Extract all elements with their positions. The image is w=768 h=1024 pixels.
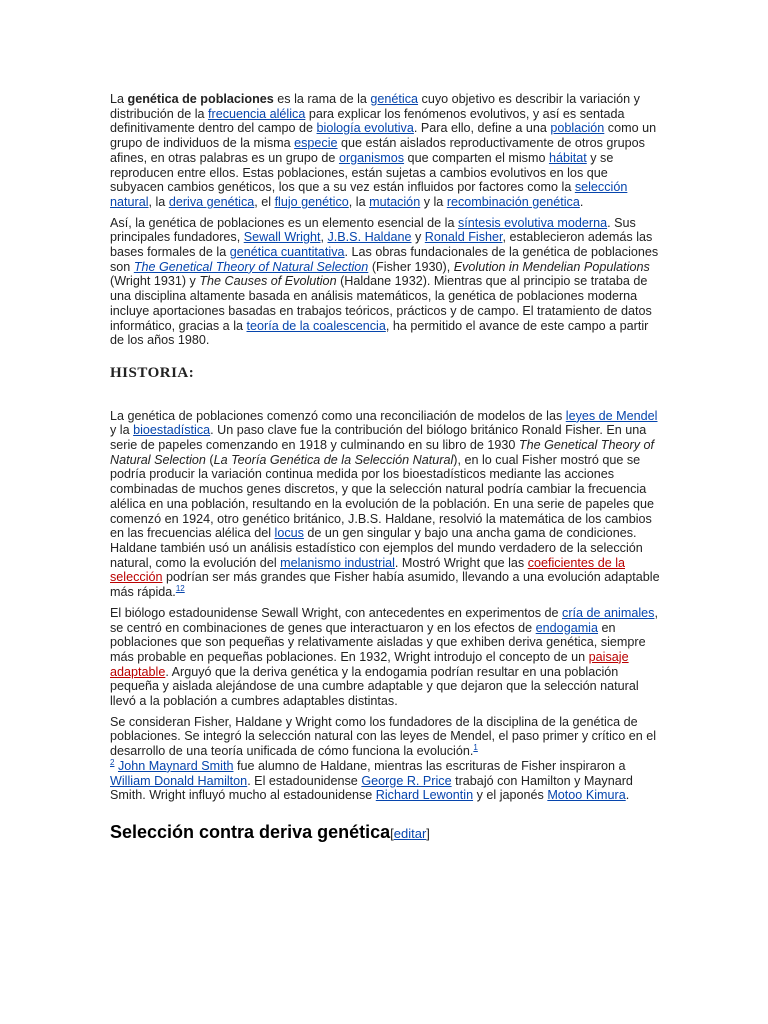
text: Así, la genética de poblaciones es un elemento esencial de la <box>110 215 458 230</box>
text: . Sus principales fundadores, <box>110 215 636 245</box>
text: en poblaciones que son pequeñas y relativamente aisladas y que exhiben deriva genética, siempre más probable en pequeñas poblaciones. En 1932, Wright introdujo el concepto de un <box>110 620 646 664</box>
text: La genética de poblaciones comenzó como una reconciliación de modelos de las <box>110 408 566 423</box>
text: que comparten el mismo <box>404 150 549 165</box>
link-john-maynard-smith[interactable]: John Maynard Smith <box>117 758 234 773</box>
link-richard-lewontin[interactable]: Richard Lewontin <box>375 788 474 803</box>
link-seleccion-natural[interactable]: selección natural <box>110 180 628 209</box>
link-george-price[interactable]: George R. Price <box>361 773 452 788</box>
link-poblacion[interactable]: población <box>550 121 605 136</box>
link-teoria-coalescencia[interactable]: teoría de la coalescencia <box>246 318 386 333</box>
text: y la <box>110 423 134 438</box>
link-frecuencia-alelica[interactable]: frecuencia alélica <box>208 106 306 121</box>
text: . Para ello, define a una <box>413 121 551 136</box>
text: La <box>110 92 128 106</box>
text: para explicar los fenómenos evolutivos, y así es sentada definitivamente dentro del campo de <box>110 106 625 136</box>
text: Se consideran Fisher, Haldane y Wright como los fundadores de la disciplina de la genética de poblaciones. Se integró la selección natural con las leyes de Mendel, el paso primer y crítico en el desarrollo de una teoría unificada de cómo funciona la evolución. <box>110 714 657 759</box>
intro-paragraph <box>110 92 660 210</box>
link-genetica[interactable]: genética <box>370 92 419 106</box>
link-endogamia[interactable]: endogamia <box>535 620 598 635</box>
link-genetical-theory[interactable]: The Genetical Theory of Natural Selection <box>133 259 369 274</box>
link-biologia-evolutiva[interactable]: biología evolutiva <box>316 121 414 136</box>
link-flujo-genetico[interactable]: flujo genético <box>274 194 349 209</box>
section-heading <box>110 821 660 842</box>
text: como un grupo de individuos de la misma <box>110 121 657 151</box>
bold-term: genética de poblaciones <box>127 92 274 106</box>
bracket: [ <box>390 825 394 841</box>
link-bioestadistica[interactable]: bioestadística <box>133 423 211 438</box>
text: , establecieron además las bases formales de la <box>110 230 653 260</box>
text: . Un paso clave fue la contribución del biólogo británico Ronald Fisher. En una serie de papeles comenzando en 1918 y culminando en su libro de 1930 <box>110 423 647 453</box>
history-paragraph-1 <box>110 409 660 600</box>
bracket: ] <box>426 825 430 841</box>
link-motoo-kimura[interactable]: Motoo Kimura <box>547 788 626 803</box>
link-ronald-fisher[interactable]: Ronald Fisher <box>424 230 503 245</box>
text: . <box>625 788 630 803</box>
link-paisaje-adaptable[interactable]: paisaje adaptable <box>110 649 629 679</box>
book-title: The Causes of Evolution <box>199 274 337 289</box>
text: podrían ser más grandes que Fisher había asumido, llevando a una evolución adaptable más rápida. <box>110 570 660 600</box>
history-paragraph-2 <box>110 606 660 709</box>
link-genetica-cuantitativa[interactable]: genética cuantitativa <box>229 245 345 260</box>
edit-link[interactable]: editar <box>393 825 427 841</box>
reference-link[interactable]: 12 <box>175 583 185 593</box>
section-title: Selección contra deriva genética <box>110 821 391 842</box>
link-mutacion[interactable]: mutación <box>369 194 421 209</box>
text: . Mostró Wright que las <box>394 555 528 570</box>
link-william-donald-hamilton[interactable]: William Donald Hamilton <box>110 773 248 788</box>
text: , la <box>348 194 370 209</box>
link-sintesis-evolutiva[interactable]: síntesis evolutiva moderna <box>457 215 608 230</box>
link-locus[interactable]: locus <box>274 526 304 541</box>
text: que están aislados reproductivamente de otros grupos afines, en otras palabras es un grupo de <box>110 136 645 165</box>
text: , ha permitido el avance de este campo a partir de los años 1980. <box>110 318 649 348</box>
text: , se centró en combinaciones de genes que interactuaron y en los efectos de <box>110 605 658 635</box>
text: cuyo objetivo es describir la variación y distribución de la <box>110 92 640 121</box>
book-title: The Genetical Theory of Natural Selection <box>110 438 654 467</box>
text: ( <box>205 452 214 467</box>
reference-link[interactable]: 1 <box>473 742 478 752</box>
link-coeficientes-seleccion[interactable]: coeficientes de la selección <box>110 555 626 585</box>
text: . Arguyó que la deriva genética y la endogamia podrían resultar en una población pequeña y aislada alejándose de una cumbre adaptable y que dejaron que la selección natural llevó a la población a cumbres adaptables distintas. <box>110 664 639 709</box>
text: . Las obras fundacionales de la genética de poblaciones son <box>110 245 659 274</box>
text: y se reproducen entre ellos. Estas poblaciones, están sujetas a cambios evolutivos en los que subyacen cambios genéticos, los que a su vez están influidos por factores como la <box>110 150 614 195</box>
link-deriva-genetica[interactable]: deriva genética <box>168 194 255 209</box>
text: El biólogo estadounidense Sewall Wright, con antecedentes en experimentos de <box>110 605 563 620</box>
text: , la <box>148 194 169 209</box>
text: (Fisher 1930), <box>368 259 454 274</box>
historia-heading: HISTORIA: <box>110 364 195 381</box>
link-recombinacion-genetica[interactable]: recombinación genética <box>446 194 580 209</box>
text: , <box>320 230 328 245</box>
text: . El estadounidense <box>247 773 362 788</box>
book-title: La Teoría Genética de la Selección Natural <box>213 452 454 467</box>
text: de un gen singular y bajo una ancha gama de condiciones. Haldane también usó un análisis estadístico con ejemplos del mundo verdadero de la selección natural, como la evolución del <box>110 526 643 570</box>
reference-link[interactable]: 2 <box>110 757 115 767</box>
text: es la rama de la <box>273 92 371 106</box>
text: ), en lo cual Fisher mostró que se podría producir la variación continua medida por los bioestadísticos mediante las acciones combinadas de muchos genes discretos, y que la selección natural podría cambiar la frecuencia alélica en una población, resultando en la evolución de la población. En una serie de papeles que comenzó en 1924, otro genético británico, J.B.S. Haldane, resolvió la matemática de los cambios en las frecuencias alélica del <box>110 452 655 541</box>
text: y la <box>420 194 447 209</box>
edit-section <box>390 826 430 841</box>
text: y el japonés <box>473 788 548 803</box>
text: , el <box>254 194 275 209</box>
text: y <box>411 230 425 245</box>
text: . <box>579 194 584 209</box>
text: fue alumno de Haldane, mientras las escrituras de Fisher inspiraron a <box>233 758 626 773</box>
text: (Wright 1931) y <box>110 274 200 289</box>
link-cria-de-animales[interactable]: cría de animales <box>562 605 655 620</box>
text: (Haldane 1932). Mientras que al principio se trataba de una disciplina altamente basada en análisis matemáticos, la genética de poblaciones moderna incluye aportaciones basadas en trabajos teóricos, prácticos y de campo. El tratamiento de datos informático, gracias a la <box>110 274 652 333</box>
link-leyes-de-mendel[interactable]: leyes de Mendel <box>565 408 658 423</box>
link-organismos[interactable]: organismos <box>338 150 405 165</box>
link-sewall-wright[interactable]: Sewall Wright <box>243 230 321 245</box>
text: trabajó con Hamilton y Maynard Smith. Wright influyó mucho al estadounidense <box>110 773 633 803</box>
founders-paragraph <box>110 216 660 348</box>
link-haldane[interactable]: J.B.S. Haldane <box>327 230 412 245</box>
link-especie[interactable]: especie <box>294 136 338 151</box>
link-melanismo-industrial[interactable]: melanismo industrial <box>280 555 395 570</box>
link-habitat[interactable]: hábitat <box>548 150 587 165</box>
article-content <box>110 92 660 842</box>
history-paragraph-3 <box>110 715 660 803</box>
book-title: Evolution in Mendelian Populations <box>453 259 650 274</box>
